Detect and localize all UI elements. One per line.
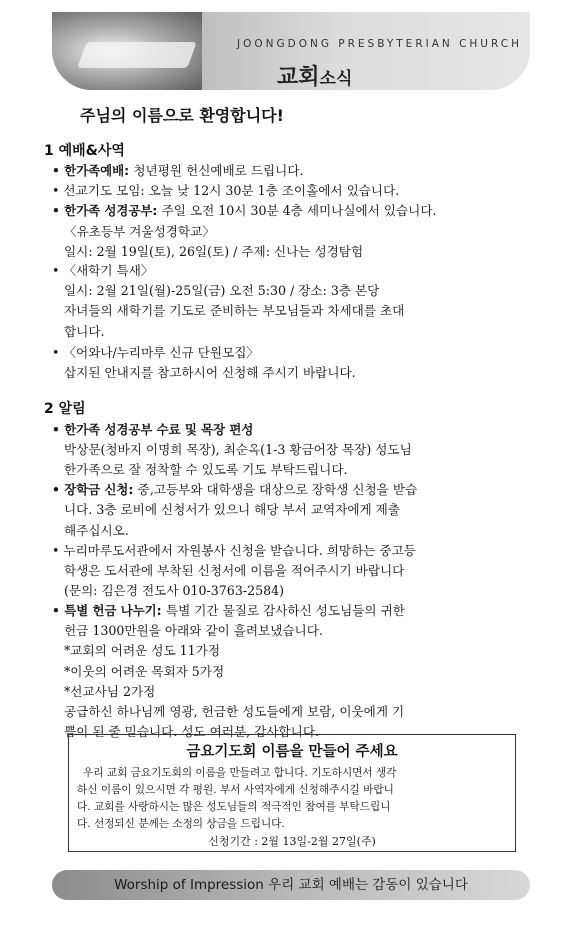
bulletin-line: [52, 183, 399, 198]
notice-line: 다. 선정되신 분께는 소정의 상금을 드립니다.: [77, 818, 285, 830]
item-text: 공급하신 하나님께 영광, 헌금한 성도들에게 보람, 이웃에게 기: [64, 704, 405, 719]
item-text: 니다. 3층 로비에 신청서가 있으니 해당 부서 교역자에게 제출: [64, 502, 401, 517]
item-label: • 장학금 신청:: [52, 482, 138, 497]
bible-image: [52, 12, 202, 90]
welcome-message: 주님의 이름으로 환영합니다!: [80, 106, 284, 125]
item-label: • 한가족 성경공부:: [52, 203, 162, 218]
bulletin-line: [52, 543, 416, 558]
notice-line: 다. 교회를 사랑하시는 많은 성도님들의 적극적인 참여를 부탁드립니: [77, 801, 391, 813]
church-name: JOONGDONG PRESBYTERIAN CHURCH: [237, 38, 522, 50]
item-text: 특별 기간 물질로 감사하신 성도님들의 귀한: [165, 603, 405, 618]
bulletin-line: [64, 684, 155, 699]
item-text: *이웃의 어려운 목회자 5가정: [64, 664, 225, 679]
bulletin-line: [52, 345, 259, 360]
notice-box: [68, 734, 516, 852]
item-label: • 한가족 성경공부 수료 및 목장 편성: [52, 422, 254, 437]
notice-period: 신청기간 : 2월 13일-2월 27일(주): [208, 835, 376, 848]
item-text: 학생은 도서관에 부착된 신청서에 이름을 적어주시기 바랍니다: [64, 563, 405, 578]
bulletin-line: [64, 442, 412, 457]
bulletin-line: [52, 163, 304, 179]
item-text: 합니다.: [64, 324, 105, 339]
section-title: 2 알림: [44, 401, 86, 417]
bulletin-title: [277, 60, 352, 90]
bulletin-line: [52, 482, 417, 498]
bulletin-line: [64, 303, 404, 318]
item-text: • 누리마루도서관에서 자원봉사 신청을 받습니다. 희망하는 중고등: [52, 543, 416, 558]
item-text: 삽지된 안내지를 참고하시어 신청해 주시기 바랍니다.: [64, 365, 356, 380]
item-text: 한가족으로 잘 정착할 수 있도록 기도 부탁드립니다.: [64, 462, 348, 477]
item-text: 일시: 2월 19일(토), 26일(토) / 주제: 신나는 성경탐험: [64, 244, 364, 259]
bulletin-line: [64, 462, 348, 477]
notice-line: 하신 이름이 있으시면 각 평원. 부서 사역자에게 신청해주시길 바랍니: [77, 784, 394, 796]
item-label: • 한가족예배:: [52, 163, 134, 178]
title-sub: 소식: [319, 69, 353, 89]
notice-line: 우리 교회 금요기도회의 이름을 만들려고 합니다. 기도하시면서 생각: [83, 767, 397, 779]
item-text: 〈유초등부 겨울성경학교〉: [64, 224, 215, 239]
bulletin-line: [64, 523, 129, 538]
bulletin-line: [64, 583, 284, 598]
item-text: 박상문(청바지 이명희 목장), 최순옥(1-3 황금어장 목장) 성도님: [64, 442, 412, 457]
header-banner: [52, 12, 530, 90]
bulletin-line: [52, 263, 153, 278]
bulletin-line: [64, 664, 224, 679]
title-main: 교회: [277, 65, 320, 90]
footer-slogan: Worship of Impression 우리 교회 예배는 감동이 있습니다: [52, 870, 530, 900]
item-text: (문의: 김은경 전도사 010-3763-2584): [64, 583, 285, 598]
bulletin-line: [64, 244, 363, 259]
notice-title: 금요기도회 이름을 만들어 주세요: [186, 744, 398, 760]
item-text: • 〈어와나/누리마루 신규 단원모집〉: [52, 345, 260, 360]
bulletin-line: [52, 422, 253, 438]
item-text: 해주십시오.: [64, 523, 129, 538]
item-text: *선교사님 2가정: [64, 684, 156, 699]
section-title: 1 예배&사역: [44, 143, 125, 159]
item-text: 일시: 2월 21일(월)-25일(금) 오전 5:30 / 장소: 3층 본당: [64, 283, 380, 298]
item-text: 쁨이 된 줄 믿습니다. 성도 여러분, 감사합니다.: [64, 724, 320, 739]
bulletin-line: [64, 324, 105, 339]
bulletin-line: [64, 704, 404, 719]
item-text: 자녀들의 새학기를 기도로 준비하는 부모님들과 차세대를 초대: [64, 303, 405, 318]
bulletin-line: [64, 224, 215, 239]
bulletin-line: [64, 365, 356, 380]
bulletin-line: [52, 203, 437, 219]
item-text: 중,고등부와 대학생을 대상으로 장학생 신청을 받습: [137, 482, 418, 497]
bulletin-line: [64, 502, 400, 517]
bulletin-line: [64, 283, 379, 298]
bulletin-line: [52, 603, 405, 619]
item-text: • 〈새학기 특새〉: [52, 263, 154, 278]
item-text: *교회의 어려운 성도 11가정: [64, 643, 220, 658]
item-text: 청년평원 헌신예배로 드립니다.: [133, 163, 304, 178]
bulletin-line: [64, 563, 404, 578]
bulletin-line: [64, 623, 323, 638]
item-text: 주일 오전 10시 30분 4층 세미나실에서 있습니다.: [161, 203, 437, 218]
item-text: • 선교기도 모임: 오늘 낮 12시 30분 1층 조이홀에서 있습니다.: [52, 183, 400, 198]
item-text: 헌금 1300만원을 아래와 같이 흘려보냈습니다.: [64, 623, 323, 638]
item-label: • 특별 헌금 나누기:: [52, 603, 166, 618]
bulletin-line: [64, 643, 220, 658]
